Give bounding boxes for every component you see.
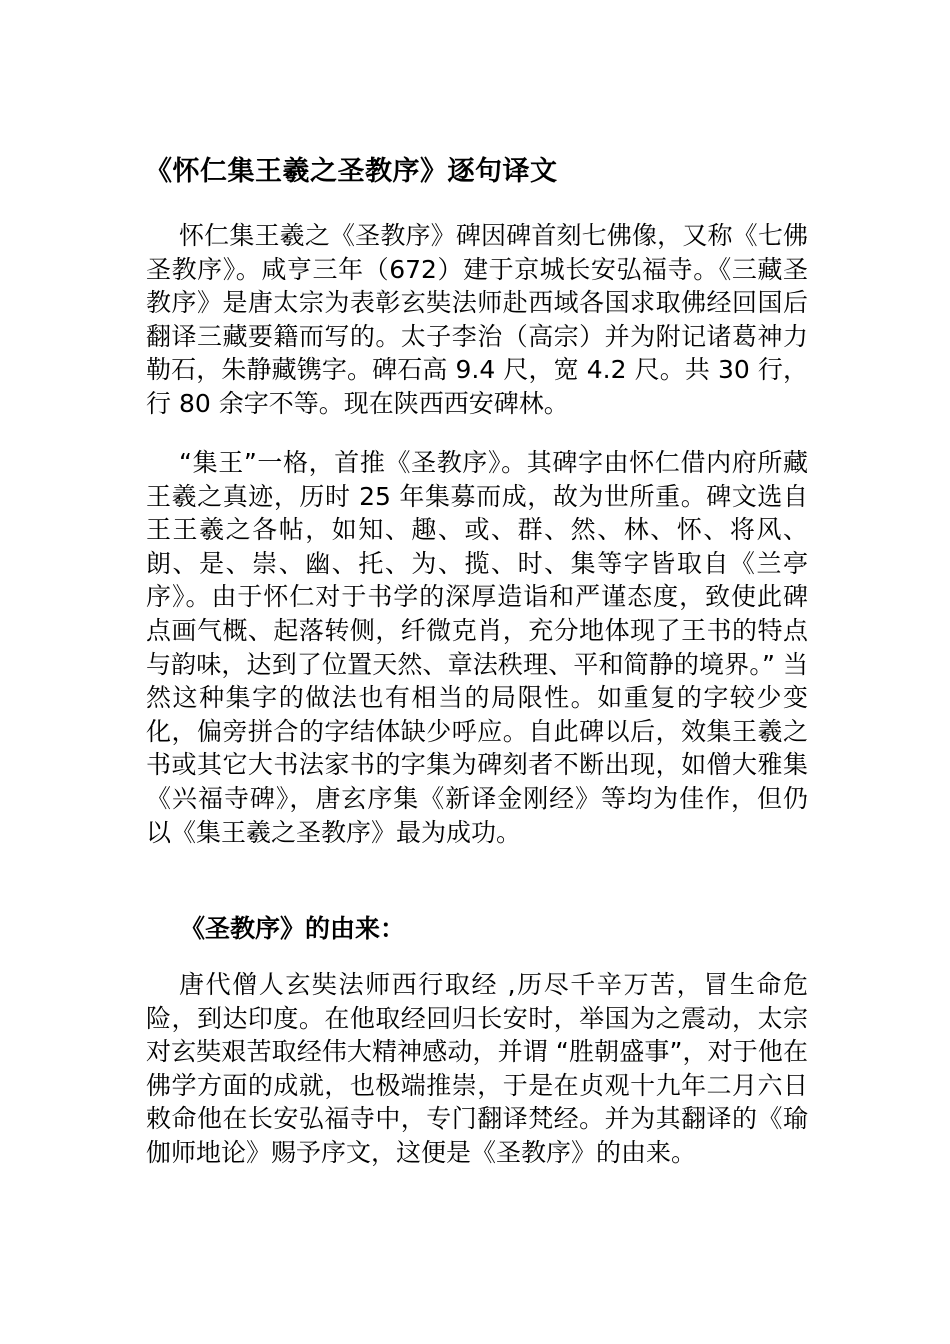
section-heading: 《圣教序》的由来： xyxy=(180,914,406,943)
paragraph-intro: 怀仁集王羲之《圣教序》碑因碑首刻七佛像，又称《七佛圣教序》。咸亨三年（672）建于京城长安弘福寺。《三藏圣教序》是唐太宗为表彰玄奘法师赴西域各国求取佛经回国后翻译三藏要籍而写的。太子李治（高宗）并为附记诸葛神力勒石，朱静藏镌字。碑石高 9.4 尺，宽 4.2 尺。共 30 行，行 80 余字不等。现在陕西西安碑林。 xyxy=(146,221,808,418)
paragraph-origin: 唐代僧人玄奘法师西行取经 ,历尽千辛万苦，冒生命危险，到达印度。在他取经回归长安时，举国为之震动，太宗对玄奘艰苦取经伟大精神感动，并谓 “胜朝盛事”，对于他在佛学方面的成就，也极端推崇，于是在贞观十九年二月六日敕命他在长安弘福寺中，专门翻译梵经。并为其翻译的《瑜伽师地论》赐予序文，这便是《圣教序》的由来。 xyxy=(146,970,808,1167)
document-title: 《怀仁集王羲之圣教序》逐句译文 xyxy=(145,156,558,187)
paragraph-jiwang: “集王”一格，首推《圣教序》。其碑字由怀仁借内府所藏王羲之真迹，历时 25 年集募而成，故为世所重。碑文选自王王羲之各帖，如知、趣、或、群、然、林、怀、将风、朗、是、崇、幽、托、为、揽、时、集等字皆取自《兰亭序》。由于怀仁对于书学的深厚造诣和严谨态度，致使此碑点画气概、起落转侧，纤微克肖，充分地体现了王书的特点与韵味，达到了位置天然、章法秩理、平和简静的境界。” 当然这种集字的做法也有相当的局限性。如重复的字较少变化，偏旁拼合的字结体缺少呼应。自此碑以后，效集王羲之书或其它大书法家书的字集为碑刻者不断出现，如僧大雅集《兴福寺碑》，唐玄序集《新译金刚经》等均为佳作，但仍以《集王羲之圣教序》最为成功。 xyxy=(146,448,808,847)
